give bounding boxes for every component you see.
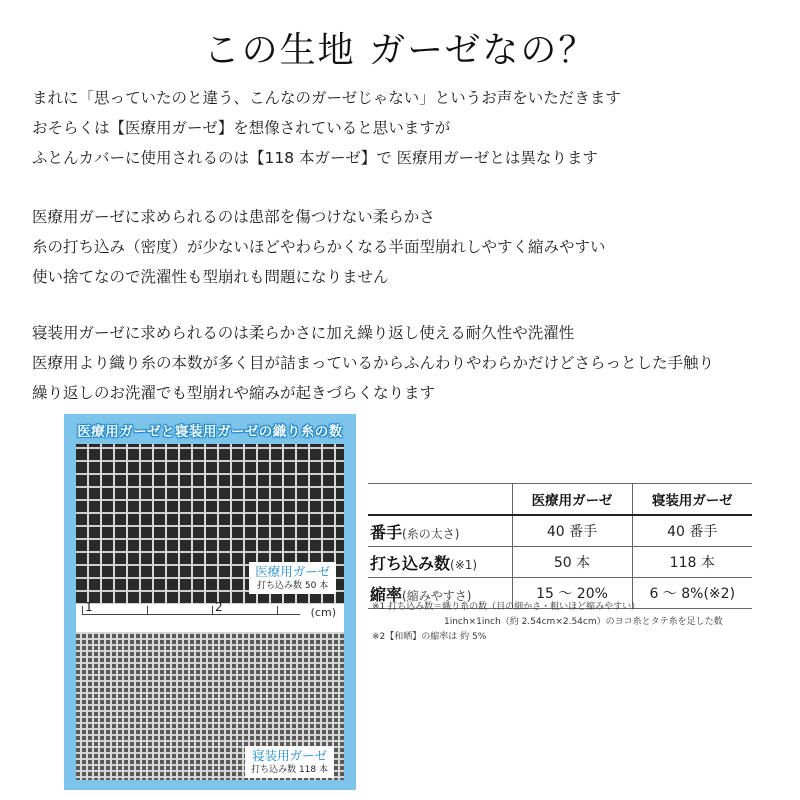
bedding-gauze-label <box>245 746 334 778</box>
row-label: 縮率 <box>370 584 403 604</box>
ruler-tick-label: 1 <box>85 600 93 614</box>
bedding-value: 118 本 <box>632 547 752 578</box>
row-label-cell <box>368 515 512 547</box>
row-note: (糸の太さ) <box>402 526 460 541</box>
page-title: この生地 ガーゼなの？ <box>203 30 597 71</box>
footnote: ※1 打ち込み数＝織り糸の数（目の細かさ・粗いほど縮みやすい） <box>372 602 641 612</box>
ruler-tick <box>147 606 148 615</box>
table-row <box>368 547 752 578</box>
medical-value: 40 番手 <box>512 515 632 547</box>
ruler <box>76 600 344 632</box>
paragraph-line: 使い捨てなので洗濯性も型崩れも問題になりません <box>32 268 389 286</box>
row-label-cell <box>368 547 512 578</box>
bedding-gauze-count: 打ち込み数 118 本 <box>251 765 328 775</box>
bedding-value: 40 番手 <box>632 515 752 547</box>
gauze-spec-table <box>368 483 752 609</box>
row-label: 番手 <box>370 522 403 542</box>
bedding-gauze-name: 寝装用ガーゼ <box>252 748 327 763</box>
footnote: 1inch×1inch（約 2.54cm×2.54cm）のヨコ糸とタテ糸を足した数 <box>444 617 723 627</box>
table-header-bedding: 寝装用ガーゼ <box>632 484 752 516</box>
paragraph-line: おそらくは【医療用ガーゼ】を想像されていると思いますが <box>32 119 451 137</box>
ruler-tick-label: 2 <box>215 600 223 614</box>
bedding-value: 6 〜 8%(※2) <box>632 578 752 609</box>
table-row <box>368 515 752 547</box>
medical-value: 50 本 <box>512 547 632 578</box>
medical-gauze-label <box>249 562 336 594</box>
bedding-gauze-paragraph <box>32 318 792 408</box>
row-note: (※1) <box>450 557 478 572</box>
paragraph-line: まれに「思っていたのと違う、こんなのガーゼじゃない」というお声をいただきます <box>32 89 621 107</box>
footnote: ※2【和晒】の縮率は 約 5% <box>372 632 487 642</box>
paragraph-line: 繰り返しのお洗濯でも型崩れや縮みが起きづらくなります <box>32 384 436 402</box>
paragraph-line: 医療用ガーゼに求められるのは患部を傷つけない柔らかさ <box>32 208 435 226</box>
footnotes <box>372 600 782 645</box>
medical-gauze-paragraph <box>32 202 792 292</box>
paragraph-line: 糸の打ち込み（密度）が少ないほどやわらかくなる半面型崩れしやすく縮みやすい <box>32 238 606 256</box>
medical-gauze-name: 医療用ガーゼ <box>255 564 330 579</box>
table-header-empty <box>368 484 512 516</box>
ruler-line <box>82 614 300 615</box>
paragraph-line: 寝装用ガーゼに求められるのは柔らかさに加え繰り返し使える耐久性や洗濯性 <box>32 324 575 342</box>
table-header-row <box>368 484 752 516</box>
ruler-tick <box>277 606 278 615</box>
ruler-unit: (cm) <box>310 606 336 619</box>
row-label: 打ち込み数 <box>370 553 451 573</box>
table-header-medical: 医療用ガーゼ <box>512 484 632 516</box>
paragraph-line: 医療用より織り糸の本数が多く目が詰まっているからふんわりやわらかだけどさらっとした手触り <box>32 354 715 372</box>
paragraph-line: ふとんカバーに使用されるのは【118 本ガーゼ】で 医療用ガーゼとは異なります <box>32 149 598 167</box>
medical-value: 15 〜 20% <box>512 578 632 609</box>
photo-title: 医療用ガーゼと寝装用ガーゼの織り糸の数 <box>77 424 343 440</box>
ruler-tick <box>212 606 213 615</box>
intro-paragraph <box>32 83 792 173</box>
ruler-tick <box>82 606 83 615</box>
medical-gauze-count: 打ち込み数 50 本 <box>257 581 329 591</box>
photo-frame <box>76 444 344 780</box>
gauze-comparison-photo <box>64 414 356 790</box>
row-note: (縮みやすさ) <box>402 588 472 603</box>
